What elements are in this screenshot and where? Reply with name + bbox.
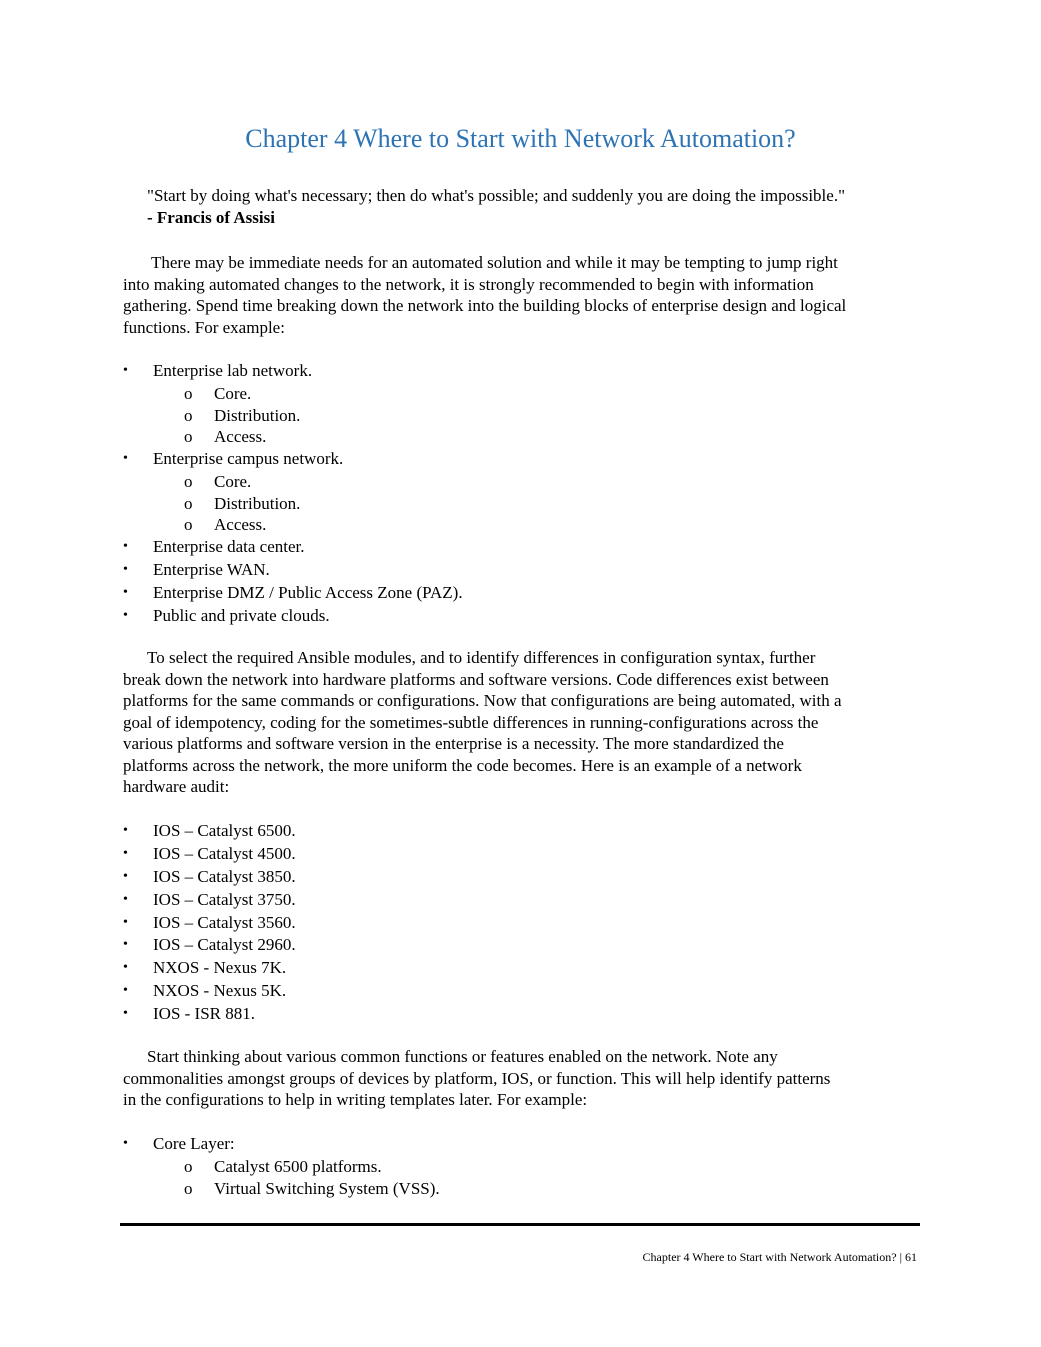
- sub-list-item: o Core.: [184, 471, 252, 491]
- paragraph-line: platforms across the network, the more uniform the code becomes. Here is an example of a network: [123, 755, 802, 775]
- sub-list-item: o Access.: [184, 427, 267, 447]
- list-item: • NXOS - Nexus 7K.: [123, 957, 918, 980]
- paragraph-line: Start thinking about various common functions or features enabled on the network. Note any: [147, 1047, 778, 1066]
- bullet-icon: •: [123, 868, 128, 884]
- list-item: • Enterprise lab network.: [123, 360, 918, 383]
- bullet-icon: •: [123, 914, 128, 930]
- bullet-icon: •: [123, 584, 128, 600]
- paragraph-line: platforms for the same commands or configurations. Now that configurations are being automated, with a: [123, 691, 842, 710]
- paragraph-line: functions. For example:: [123, 317, 285, 337]
- functions-paragraph: [123, 1046, 918, 1111]
- sub-list-item: o Distribution.: [184, 405, 301, 425]
- list-item: • Enterprise data center.: [123, 536, 918, 559]
- sub-list-item: o Distribution.: [184, 493, 301, 513]
- quote-author: - Francis of Assisi: [147, 208, 275, 227]
- hardware-paragraph: [123, 647, 918, 798]
- circle-bullet-icon: o: [184, 383, 193, 403]
- list-item: • IOS – Catalyst 4500.: [123, 843, 918, 866]
- list-item: • NXOS - Nexus 5K.: [123, 980, 918, 1003]
- list-item: • IOS – Catalyst 2960.: [123, 934, 918, 957]
- list-item: • IOS - ISR 881.: [123, 1003, 918, 1026]
- paragraph-line: in the configurations to help in writing templates later. For example:: [123, 1090, 588, 1109]
- circle-bullet-icon: o: [184, 427, 193, 447]
- paragraph-line: into making automated changes to the network, it is strongly recommended to begin with information: [123, 274, 814, 294]
- chapter-title: Chapter 4 Where to Start with Network Automation?: [245, 124, 796, 153]
- paragraph-line: various platforms and software version in the enterprise is a necessity. The more standardized the: [123, 734, 784, 753]
- paragraph-line: goal of idempotency, coding for the sometimes-subtle differences in running-configurations across the: [123, 712, 819, 732]
- hardware-audit-list: [123, 820, 918, 1026]
- quote-text: "Start by doing what's necessary; then do what's possible; and suddenly you are doing the impossible.": [147, 186, 846, 205]
- paragraph-line: break down the network into hardware platforms and software versions. Code differences exist between: [123, 669, 829, 689]
- paragraph-line: gathering. Spend time breaking down the network into the building blocks of enterprise design and logical: [123, 296, 847, 315]
- bullet-icon: •: [123, 845, 128, 861]
- list-item: • Enterprise DMZ / Public Access Zone (PAZ).: [123, 582, 918, 605]
- bullet-icon: •: [123, 363, 128, 378]
- list-item: • IOS – Catalyst 3750.: [123, 889, 918, 912]
- paragraph-line: hardware audit:: [123, 777, 230, 796]
- paragraph-line: commonalities amongst groups of devices by platform, IOS, or function. This will help identify patterns: [123, 1068, 831, 1088]
- circle-bullet-icon: o: [184, 405, 193, 425]
- list-item: • IOS – Catalyst 3850.: [123, 866, 918, 889]
- bullet-icon: •: [123, 1006, 128, 1022]
- sub-list-item: o Core.: [184, 383, 252, 403]
- paragraph-line: There may be immediate needs for an automated solution and while it may be tempting to jump right: [151, 253, 838, 272]
- intro-paragraph: [123, 252, 918, 338]
- paragraph-line: To select the required Ansible modules, and to identify differences in configuration syntax, further: [147, 648, 816, 667]
- list-item: • Enterprise WAN.: [123, 559, 918, 582]
- list-item: • IOS – Catalyst 3560.: [123, 912, 918, 935]
- bullet-icon: •: [123, 960, 128, 976]
- sub-list-item: o Catalyst 6500 platforms.: [184, 1156, 382, 1176]
- circle-bullet-icon: o: [184, 1178, 193, 1198]
- list-item: • Enterprise campus network.: [123, 448, 918, 471]
- list-item: • Core Layer:: [123, 1133, 918, 1156]
- bullet-icon: •: [123, 983, 128, 999]
- list-item: • Public and private clouds.: [123, 605, 918, 628]
- core-layer-list: [123, 1133, 918, 1199]
- bullet-icon: •: [123, 561, 128, 577]
- circle-bullet-icon: o: [184, 1156, 193, 1176]
- footer-divider: [120, 1223, 920, 1226]
- bullet-icon: •: [123, 607, 128, 623]
- page-footer: Chapter 4 Where to Start with Network Automation? | 61: [642, 1250, 917, 1264]
- list-item: • IOS – Catalyst 6500.: [123, 820, 918, 843]
- bullet-icon: •: [123, 823, 128, 838]
- bullet-icon: •: [123, 538, 128, 554]
- circle-bullet-icon: o: [184, 493, 193, 513]
- bullet-icon: •: [123, 937, 128, 953]
- sub-list-item: o Virtual Switching System (VSS).: [184, 1178, 440, 1198]
- sub-list-item: o Access.: [184, 515, 267, 535]
- bullet-icon: •: [123, 450, 128, 466]
- epigraph: [147, 185, 947, 229]
- bullet-icon: •: [123, 1136, 128, 1151]
- network-areas-list: [123, 360, 918, 627]
- bullet-icon: •: [123, 891, 128, 907]
- circle-bullet-icon: o: [184, 515, 193, 535]
- circle-bullet-icon: o: [184, 471, 193, 491]
